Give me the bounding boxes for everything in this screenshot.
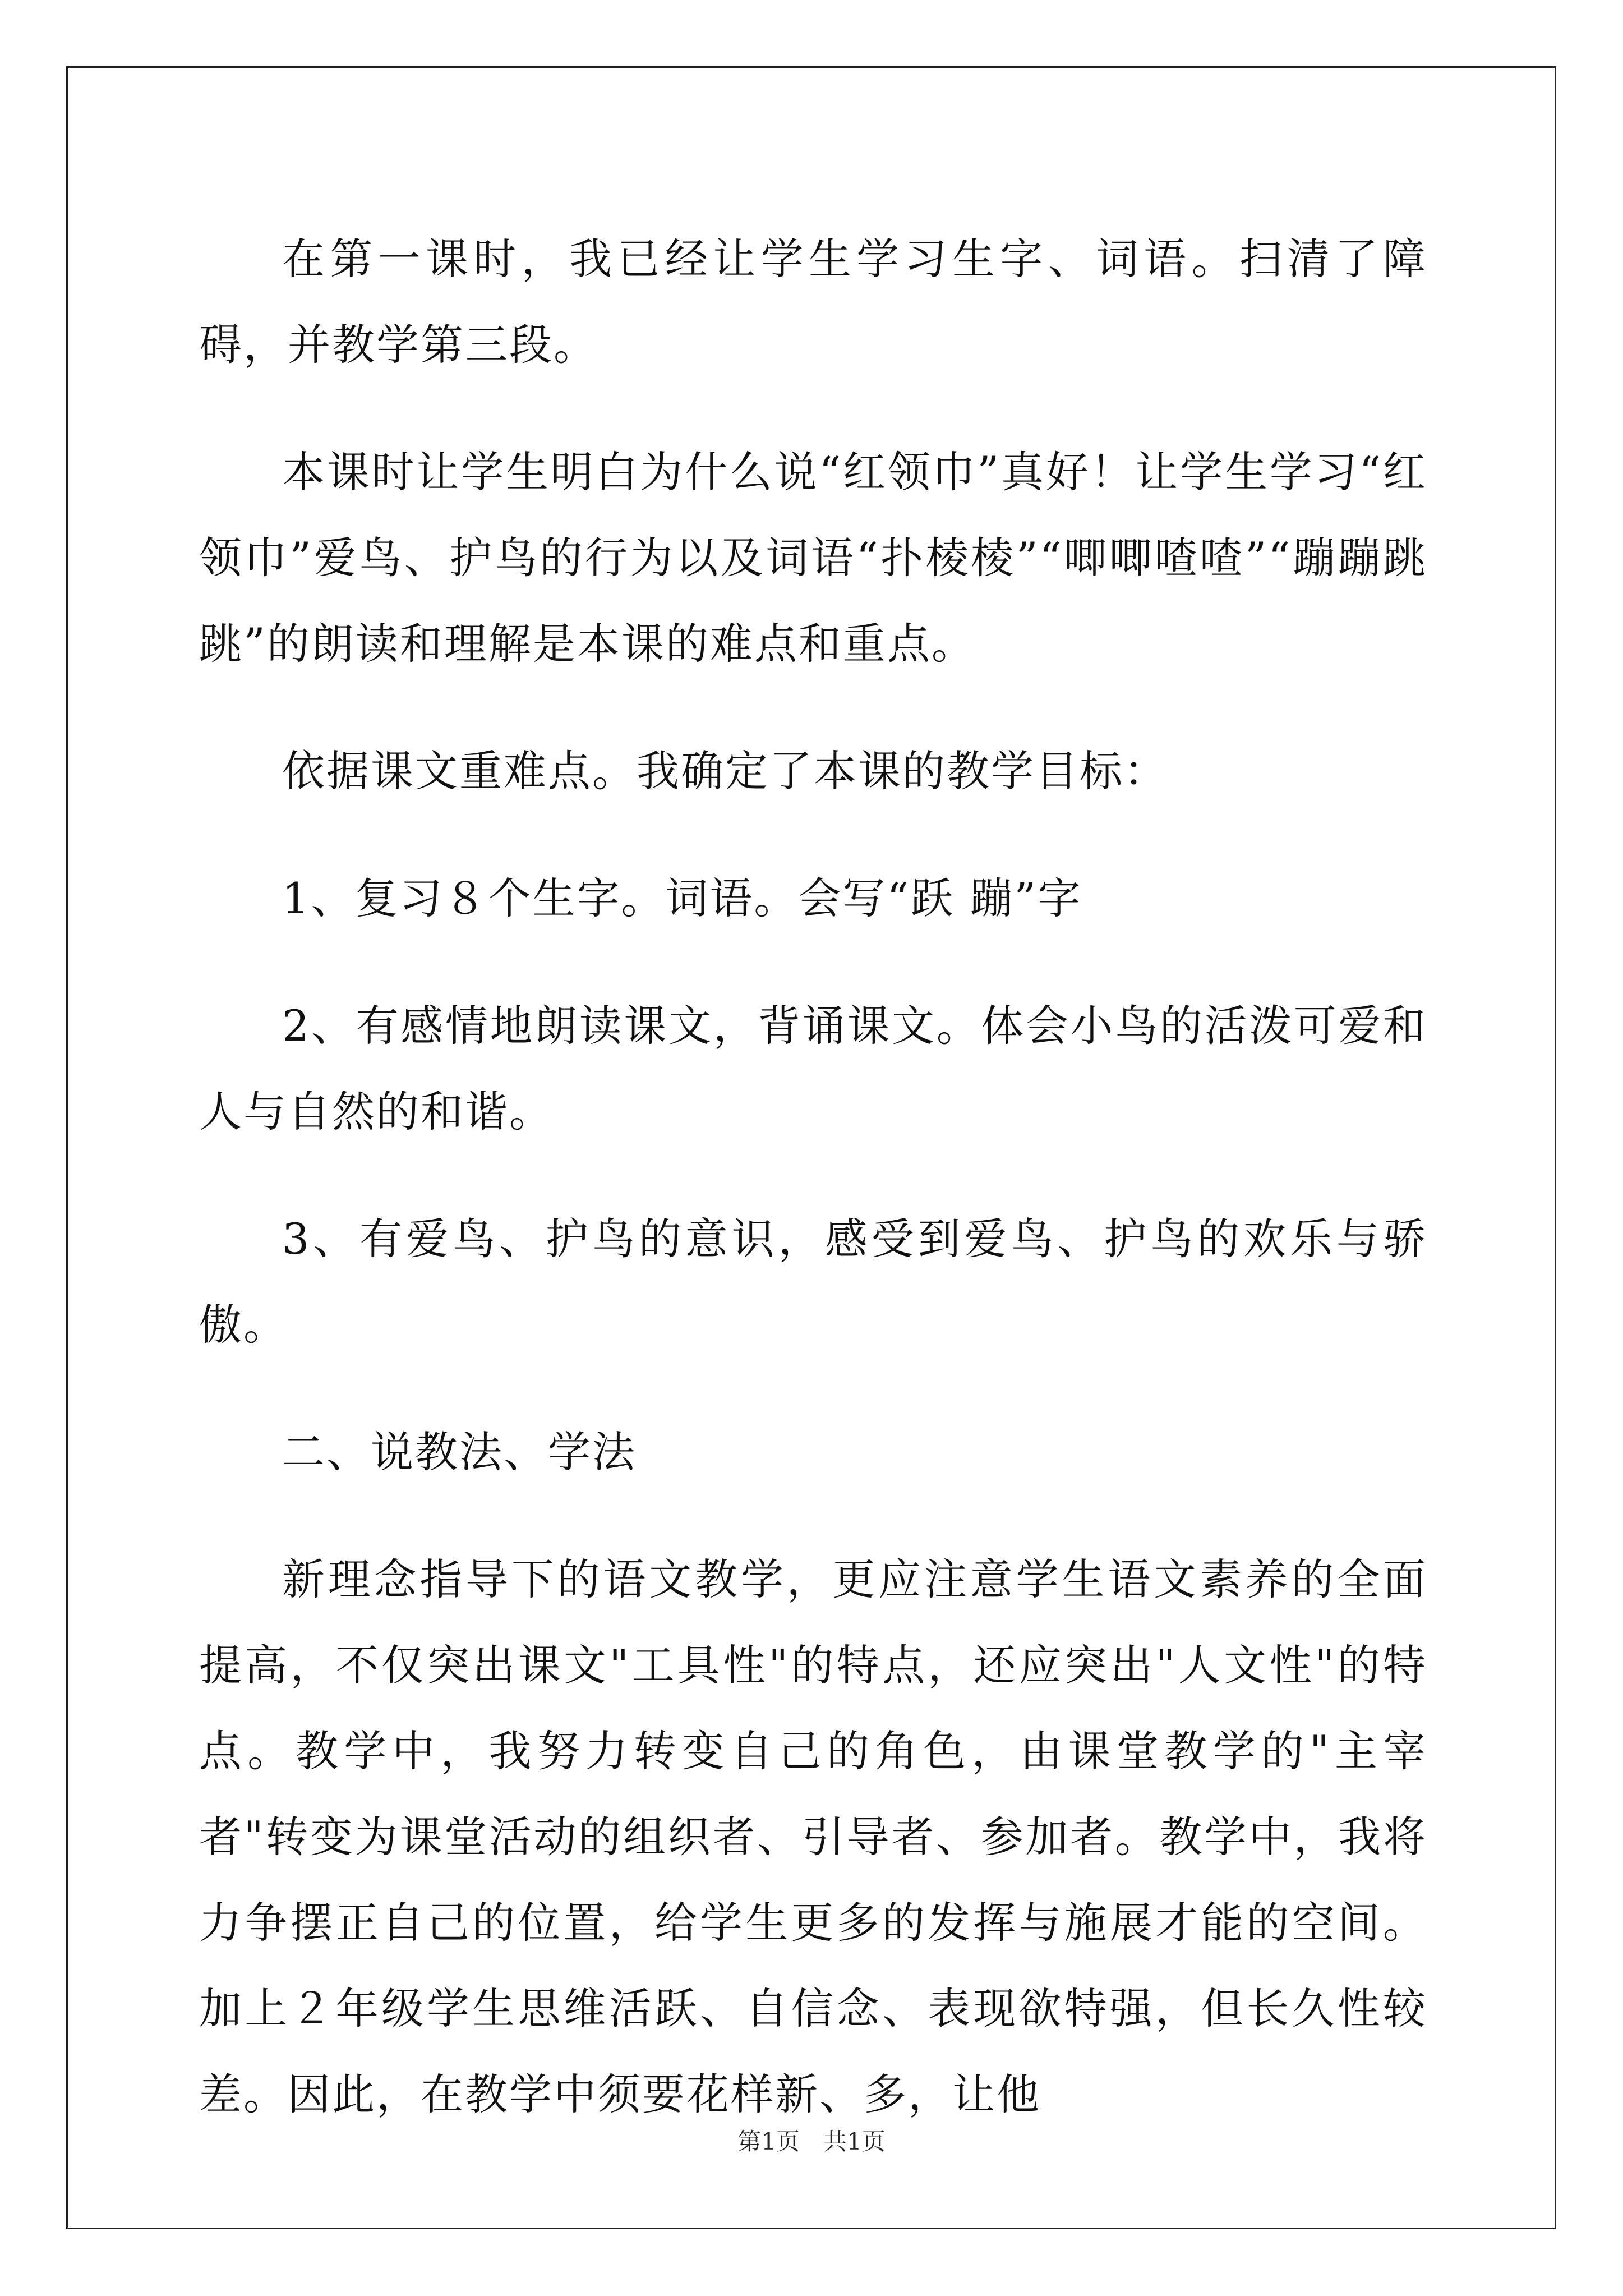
document-body (199, 216, 1427, 2137)
page-footer: 第1页 共1页 (737, 2128, 886, 2155)
paragraph-lesson-focus: 本课时让学生明白为什么说“红领巾”真好！让学生学习“红领巾”爱鸟、护鸟的行为以及词语“扑棱棱”“唧唧喳喳”“蹦蹦跳跳”的朗读和理解是本课的难点和重点。 (199, 447, 1427, 669)
paragraph-methods: 新理念指导下的语文教学，更应注意学生语文素养的全面提高，不仅突出课文"工具性"的特点，还应突出"人文性"的特点。教学中，我努力转变自己的角色，由课堂教学的"主宰者"转变为课堂活动的组织者、引导者、参加者。教学中，我将力争摆正自己的位置，给学生更多的发挥与施展才能的空间。加上２年级学生思维活跃、自信念、表现欲特强，但长久性较差。因此，在教学中须要花样新、多，让他 (199, 1554, 1427, 2119)
section-heading-methods: 二、说教法、学法 (282, 1427, 637, 1477)
paragraph-goal-3: 3、有爱鸟、护鸟的意识，感受到爱鸟、护鸟的欢乐与骄傲。 (199, 1214, 1427, 1350)
paragraph-goal-1: 1、复习８个生字。词语。会写“跃 蹦”字 (282, 873, 1082, 923)
paragraph-intro: 在第一课时，我已经让学生学习生字、词语。扫清了障碍，并教学第三段。 (199, 234, 1427, 370)
paragraph-goal-2: 2、有感情地朗读课文，背诵课文。体会小鸟的活泼可爱和人与自然的和谐。 (199, 1001, 1427, 1137)
paragraph-goals-heading: 依据课文重难点。我确定了本课的教学目标： (282, 746, 1168, 796)
